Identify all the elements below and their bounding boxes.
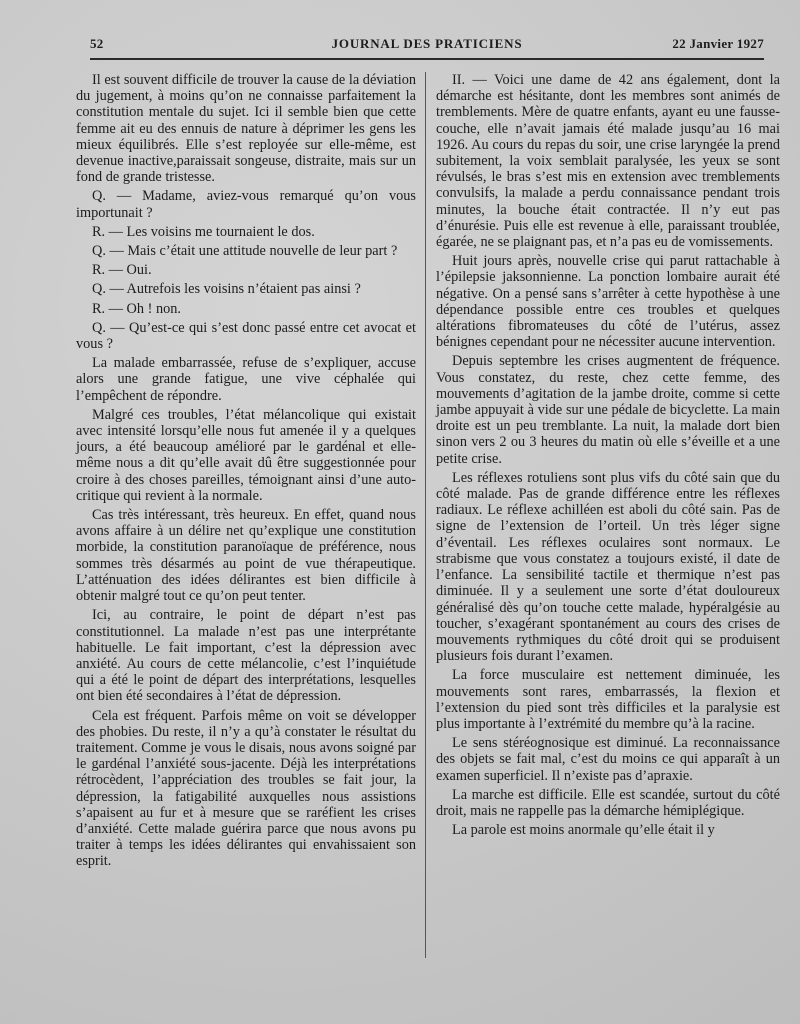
page-number: 52 (90, 36, 104, 51)
paragraph: Il est souvent difficile de trouver la cause de la déviation du jugement, à moins qu’on ne connaisse parfaitement la constitution mentale du sujet. Ici il semble bien que cette femme ait eu des ennuis de nature à déprimer les gens les mieux équilibrés. Elle s’est reployée sur elle-même, est devenue inactive,paraissait songeuse, distraite, mais sur un fond de grande tristesse. (76, 72, 416, 186)
paragraph: Q. — Madame, aviez-vous remarqué qu’on vous importunait ? (76, 188, 416, 221)
paragraph: La parole est moins anormale qu’elle était il y (452, 822, 715, 839)
paragraph: R. — Les voisins me tournaient le dos. (92, 223, 315, 240)
paragraph: Q. — Autrefois les voisins n’étaient pas ainsi ? (92, 281, 361, 298)
paragraph: R. — Oh ! non. (92, 300, 181, 317)
paragraph: Ici, au contraire, le point de départ n’est pas constitutionnel. La malade n’est pas une interprétante habituelle. Le fait important, c’est la dépression avec anxiété. Au cours de cette mélancolie, c’est l’inquiétude qui a été le point de départ des interprétations, lesquelles ont bien été secondaires à l’état de dépression. (76, 607, 416, 705)
paragraph: Cas très intéressant, très heureux. En effet, quand nous avons affaire à un délire net qu’explique une constitution morbide, la constitution paranoïaque de préférence, nous sommes très désarmés au point de vue thérapeutique. L’atténuation des idées délirantes est bien difficile à obtenir malgré tout ce qu’on peut tenter. (76, 507, 416, 605)
journal-title: JOURNAL DES PRATICIENS (331, 36, 523, 51)
paragraph: Depuis septembre les crises augmentent de fréquence. Vous constatez, du reste, chez cette femme, des mouvements d’agitation de la jambe droite, comme si cette jambe appuyait à vide sur une pédale de bicyclette. La main droite est un peu tremblante. La nuit, la malade dort bien sinon vers 2 ou 3 heures du matin où elle s’éveille et a une petite crise. (436, 353, 780, 467)
column-divider (425, 72, 426, 958)
paragraph: Les réflexes rotuliens sont plus vifs du côté sain que du côté malade. Pas de grande différence entre les réflexes radiaux. Le réflexe achilléen est aboli du côté sain. Pas de signe de l’extension de l’orteil. Un très léger signe d’éventail. Les réflexes oculaires sont normaux. Le strabisme que vous constatez a toujours existé, il date de l’enfance. La sensibilité tactile et thermique n’est pas diminuée. Il y a seulement une sorte d’état douloureux généralisé dès qu’on touche cette malade, hypéralgésie au toucher, s’exagérant spontanément au cours des crises de mouvements rythmiques du côté droit qui se produisent plusieurs fois durant l’examen. (436, 469, 780, 665)
paragraph: Q. — Qu’est-ce qui s’est donc passé entre cet avocat et vous ? (76, 319, 416, 353)
paragraph: Q. — Mais c’était une attitude nouvelle de leur part ? (92, 243, 398, 260)
paragraph: La malade embarrassée, refuse de s’expliquer, accuse alors une grande fatigue, une vive céphalée qui l’empêchent de répondre. (76, 355, 416, 404)
paragraph: La marche est difficile. Elle est scandée, surtout du côté droit, mais ne rappelle pas la démarche hémiplégique. (436, 786, 780, 819)
page-header (90, 36, 764, 60)
paragraph: R. — Oui. (92, 262, 152, 279)
paragraph: Malgré ces troubles, l’état mélancolique qui existait avec intensité lorsqu’elle nous fut amenée il y a quelques jours, a été beaucoup amélioré par le gardénal et elle-même nous a dit qu’elle avait dû être suggestionnée pour croire à des choses pareilles, témoignant ainsi d’une auto-critique qui revient à la normale. (76, 406, 416, 504)
paragraph: Le sens stéréognosique est diminué. La reconnaissance des objets se fait mal, c’est du moins ce qui apparaît à un examen superficiel. Il n’existe pas d’apraxie. (436, 735, 780, 784)
paragraph: II. — Voici une dame de 42 ans également, dont la démarche est hésitante, dont les membres sont animés de tremblements. Mère de quatre enfants, ayant eu une fausse-couche, elle n’avait jamais été malade jusqu’au 16 mai 1926. Au cours du repas du soir, une crise laryngée la prend subitement, la voix semblait paralysée, les yeux se sont révulsés, le bras s’est mis en extension avec tremblements convulsifs, la malade a perdu connaissance pendant trois minutes, la bouche était contractée. Il n’y eut pas d’énurésie. Puis elle est revenue à elle, paraissant troublée, égarée, ne se plaignant pas, et n’a pas eu de vomissements. (436, 72, 780, 251)
issue-date: 22 Janvier 1927 (672, 36, 764, 51)
left-column (76, 72, 416, 873)
paragraph: Huit jours après, nouvelle crise qui parut rattachable à l’épilepsie jaksonnienne. La ponction lombaire aurait été négative. On a pensé sans s’arrêter à cette hypothèse à une dépendance possible entre ces troubles et quelques altérations fibromateuses du côté de l’utérus, assez bénignes cependant pour ne nécessiter aucune intervention. (436, 253, 780, 351)
right-column (436, 72, 780, 841)
paragraph: Cela est fréquent. Parfois même on voit se développer des phobies. Du reste, il n’y a qu’à constater le résultat du traitement. Comme je vous le disais, nous avons soigné par le gardénal l’anxiété sous-jacente. Déjà les interprétations rétrocèdent, l’appréciation des troubles se fait jour, la dépression, la fatigabilité auxquelles nous assistions s’apaisent au fur et à mesure que se raréfient les crises d’anxiété. Cette malade guérira parce que nous avons pu traiter à temps les idées délirantes qui envahissaient son esprit. (76, 707, 416, 870)
paragraph: La force musculaire est nettement diminuée, les mouvements sont rares, embarrassés, la flexion et l’extension du pied sont très difficiles et la paralysie est plus importante à l’extrémité du membre qu’à la racine. (436, 667, 780, 732)
